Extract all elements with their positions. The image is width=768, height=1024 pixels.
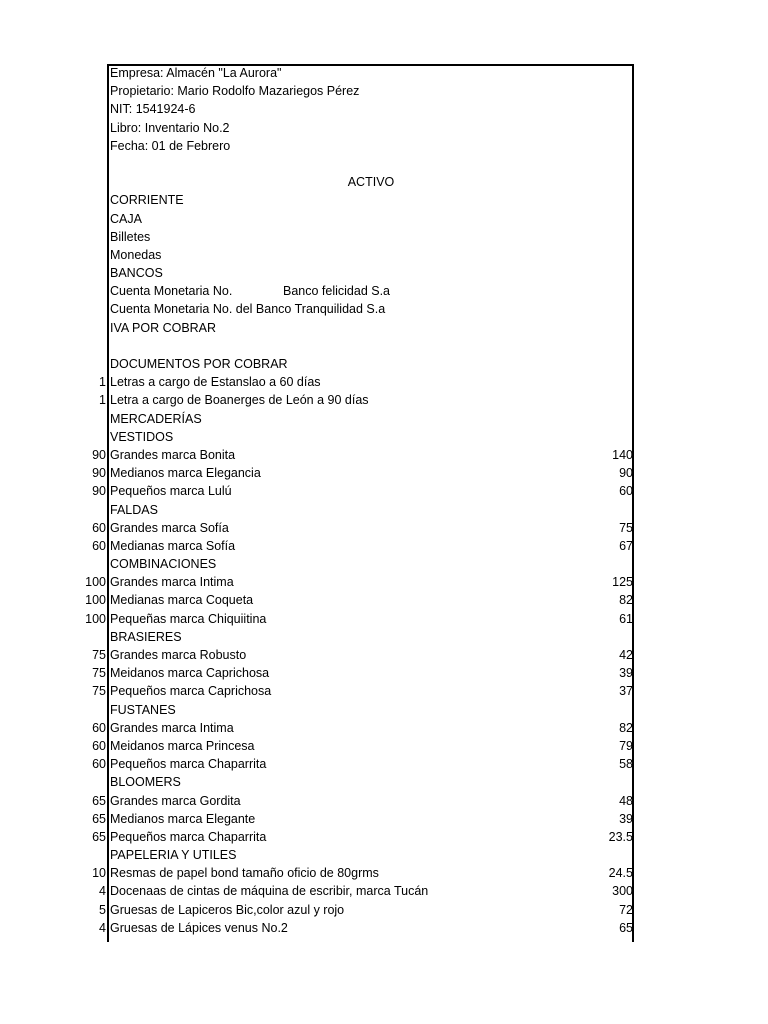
qty-cell: 100 — [85, 611, 106, 626]
row-label: Billetes — [110, 229, 151, 244]
blank-row — [0, 337, 768, 355]
table-row — [0, 501, 768, 519]
header-propietario-row — [0, 82, 768, 100]
desc-cell: Grandes marca Gordita — [110, 793, 241, 808]
table-row — [0, 410, 768, 428]
table-row — [0, 846, 768, 864]
table-row — [0, 755, 768, 773]
desc-cell: COMBINACIONES — [110, 557, 217, 572]
qty-cell: 90 — [92, 447, 106, 462]
val-cell: 140 — [612, 447, 633, 462]
table-row — [0, 737, 768, 755]
qty-cell: 1 — [99, 393, 106, 408]
qty-cell: 65 — [92, 811, 106, 826]
desc-cell: Grandes marca Sofía — [110, 520, 229, 535]
qty-cell: 5 — [99, 902, 106, 917]
list-item — [0, 228, 768, 246]
val-cell: 125 — [612, 575, 633, 590]
header-fecha-row — [0, 137, 768, 155]
table-row — [0, 919, 768, 937]
qty-cell: 90 — [92, 484, 106, 499]
table-row — [0, 391, 768, 409]
qty-cell: 90 — [92, 466, 106, 481]
iva-row — [0, 319, 768, 337]
qty-cell: 60 — [92, 538, 106, 553]
list-item — [0, 246, 768, 264]
items-list — [0, 410, 768, 937]
val-cell: 24.5 — [608, 866, 633, 881]
table-row — [0, 828, 768, 846]
desc-cell: Pequeños marca Lulú — [110, 484, 232, 499]
section-title-row — [0, 173, 768, 191]
val-cell: 58 — [619, 757, 633, 772]
desc-cell: MERCADERÍAS — [110, 411, 202, 426]
table-row — [0, 901, 768, 919]
table-row — [0, 664, 768, 682]
val-cell: 82 — [619, 720, 633, 735]
desc-cell: Gruesas de Lápices venus No.2 — [110, 920, 288, 935]
desc-cell: Medianos marca Elegante — [110, 811, 256, 826]
qty-cell: 60 — [92, 720, 106, 735]
val-cell: 72 — [619, 902, 633, 917]
desc-cell: Medianas marca Coqueta — [110, 593, 254, 608]
qty-cell: 60 — [92, 520, 106, 535]
qty-cell: 100 — [85, 575, 106, 590]
table-row — [0, 882, 768, 900]
list-item — [0, 210, 768, 228]
table-row — [0, 773, 768, 791]
table-row — [0, 591, 768, 609]
inventory-sheet — [0, 64, 768, 937]
table-row — [0, 701, 768, 719]
desc-cell: Meidanos marca Caprichosa — [110, 666, 270, 681]
list-item — [0, 264, 768, 282]
val-cell: 300 — [612, 884, 633, 899]
table-row — [0, 810, 768, 828]
table-row — [0, 555, 768, 573]
desc-cell: BRASIERES — [110, 629, 182, 644]
empresa-text: Empresa: Almacén "La Aurora" — [110, 66, 282, 80]
header-empresa-row — [0, 64, 768, 82]
desc-cell: Pequeños marca Chaparrita — [110, 829, 267, 844]
desc-cell: PAPELERIA Y UTILES — [110, 848, 237, 863]
qty-cell: 65 — [92, 829, 106, 844]
qty-cell: 1 — [99, 375, 106, 390]
desc-cell: Pequeñas marca Chiquiitina — [110, 611, 267, 626]
cuenta-row-1 — [0, 282, 768, 300]
table-row — [0, 573, 768, 591]
desc-cell: FUSTANES — [110, 702, 176, 717]
documentos-label: DOCUMENTOS POR COBRAR — [110, 357, 288, 371]
banco-name: Banco felicidad S.a — [283, 284, 391, 299]
val-cell: 90 — [619, 466, 633, 481]
row-label: CAJA — [110, 211, 142, 226]
nit-text: NIT: 1541924-6 — [110, 102, 196, 117]
val-cell: 39 — [619, 811, 633, 826]
cuenta-row-2 — [0, 300, 768, 318]
cuenta-label: Cuenta Monetaria No. — [110, 284, 233, 299]
row-label: CORRIENTE — [110, 193, 184, 208]
desc-cell: Grandes marca Intima — [110, 575, 234, 590]
libro-text: Libro: Inventario No.2 — [110, 120, 230, 135]
qty-cell: 60 — [92, 757, 106, 772]
table-row — [0, 628, 768, 646]
table-row — [0, 482, 768, 500]
table-row — [0, 864, 768, 882]
cuenta-label: Cuenta Monetaria No. del Banco Tranquilidad S.a — [110, 302, 386, 317]
val-cell: 61 — [619, 611, 633, 626]
val-cell: 42 — [619, 648, 633, 662]
desc-cell: Grandes marca Intima — [110, 720, 234, 735]
propietario-text: Propietario: Mario Rodolfo Mazariegos Pérez — [110, 84, 360, 99]
val-cell: 37 — [619, 684, 633, 699]
val-cell: 39 — [619, 666, 633, 681]
table-row — [0, 428, 768, 446]
desc-cell: Grandes marca Bonita — [110, 447, 236, 462]
val-cell: 67 — [619, 538, 633, 553]
desc-cell: FALDAS — [110, 502, 158, 517]
val-cell: 79 — [619, 738, 633, 753]
table-row — [0, 646, 768, 664]
desc-cell: Letras a cargo de Estanslao a 60 días — [110, 375, 321, 390]
header-nit-row — [0, 100, 768, 118]
desc-cell: Grandes marca Robusto — [110, 648, 247, 662]
table-row — [0, 792, 768, 810]
table-row — [0, 610, 768, 628]
documentos-row — [0, 355, 768, 373]
desc-cell: Docenaas de cintas de máquina de escribir, marca Tucán — [110, 884, 429, 899]
desc-cell: VESTIDOS — [110, 429, 174, 444]
val-cell: 82 — [619, 593, 633, 608]
list-item — [0, 191, 768, 209]
qty-cell: 75 — [92, 684, 106, 699]
desc-cell: Medianas marca Sofía — [110, 538, 236, 553]
val-cell: 23.5 — [608, 829, 633, 844]
qty-cell: 10 — [92, 866, 106, 881]
table-row — [0, 446, 768, 464]
desc-cell: Gruesas de Lapiceros Bic,color azul y rojo — [110, 902, 345, 917]
qty-cell: 75 — [92, 648, 106, 662]
desc-cell: Meidanos marca Princesa — [110, 738, 255, 753]
table-row — [0, 519, 768, 537]
val-cell: 75 — [619, 520, 633, 535]
val-cell: 60 — [619, 484, 633, 499]
desc-cell: Pequeños marca Chaparrita — [110, 757, 267, 772]
desc-cell: BLOOMERS — [110, 775, 181, 790]
qty-cell: 4 — [99, 884, 106, 899]
row-label: Monedas — [110, 247, 162, 262]
val-cell: 65 — [619, 920, 633, 935]
fecha-text: Fecha: 01 de Febrero — [110, 138, 231, 153]
header-libro-row — [0, 119, 768, 137]
qty-cell: 65 — [92, 793, 106, 808]
desc-cell: Medianos marca Elegancia — [110, 466, 261, 481]
qty-cell: 60 — [92, 738, 106, 753]
row-label: BANCOS — [110, 266, 163, 281]
qty-cell: 100 — [85, 593, 106, 608]
table-row — [0, 682, 768, 700]
table-row — [0, 537, 768, 555]
section-title: ACTIVO — [347, 175, 395, 190]
val-cell: 48 — [619, 793, 633, 808]
blank-row — [0, 155, 768, 173]
desc-cell: Resmas de papel bond tamaño oficio de 80grms — [110, 866, 379, 881]
desc-cell: Pequeños marca Caprichosa — [110, 684, 272, 699]
qty-cell: 75 — [92, 666, 106, 681]
iva-label: IVA POR COBRAR — [110, 320, 217, 335]
table-row — [0, 373, 768, 391]
table-row — [0, 464, 768, 482]
qty-cell: 4 — [99, 920, 106, 935]
table-row — [0, 719, 768, 737]
desc-cell: Letra a cargo de Boanerges de León a 90 días — [110, 393, 369, 408]
